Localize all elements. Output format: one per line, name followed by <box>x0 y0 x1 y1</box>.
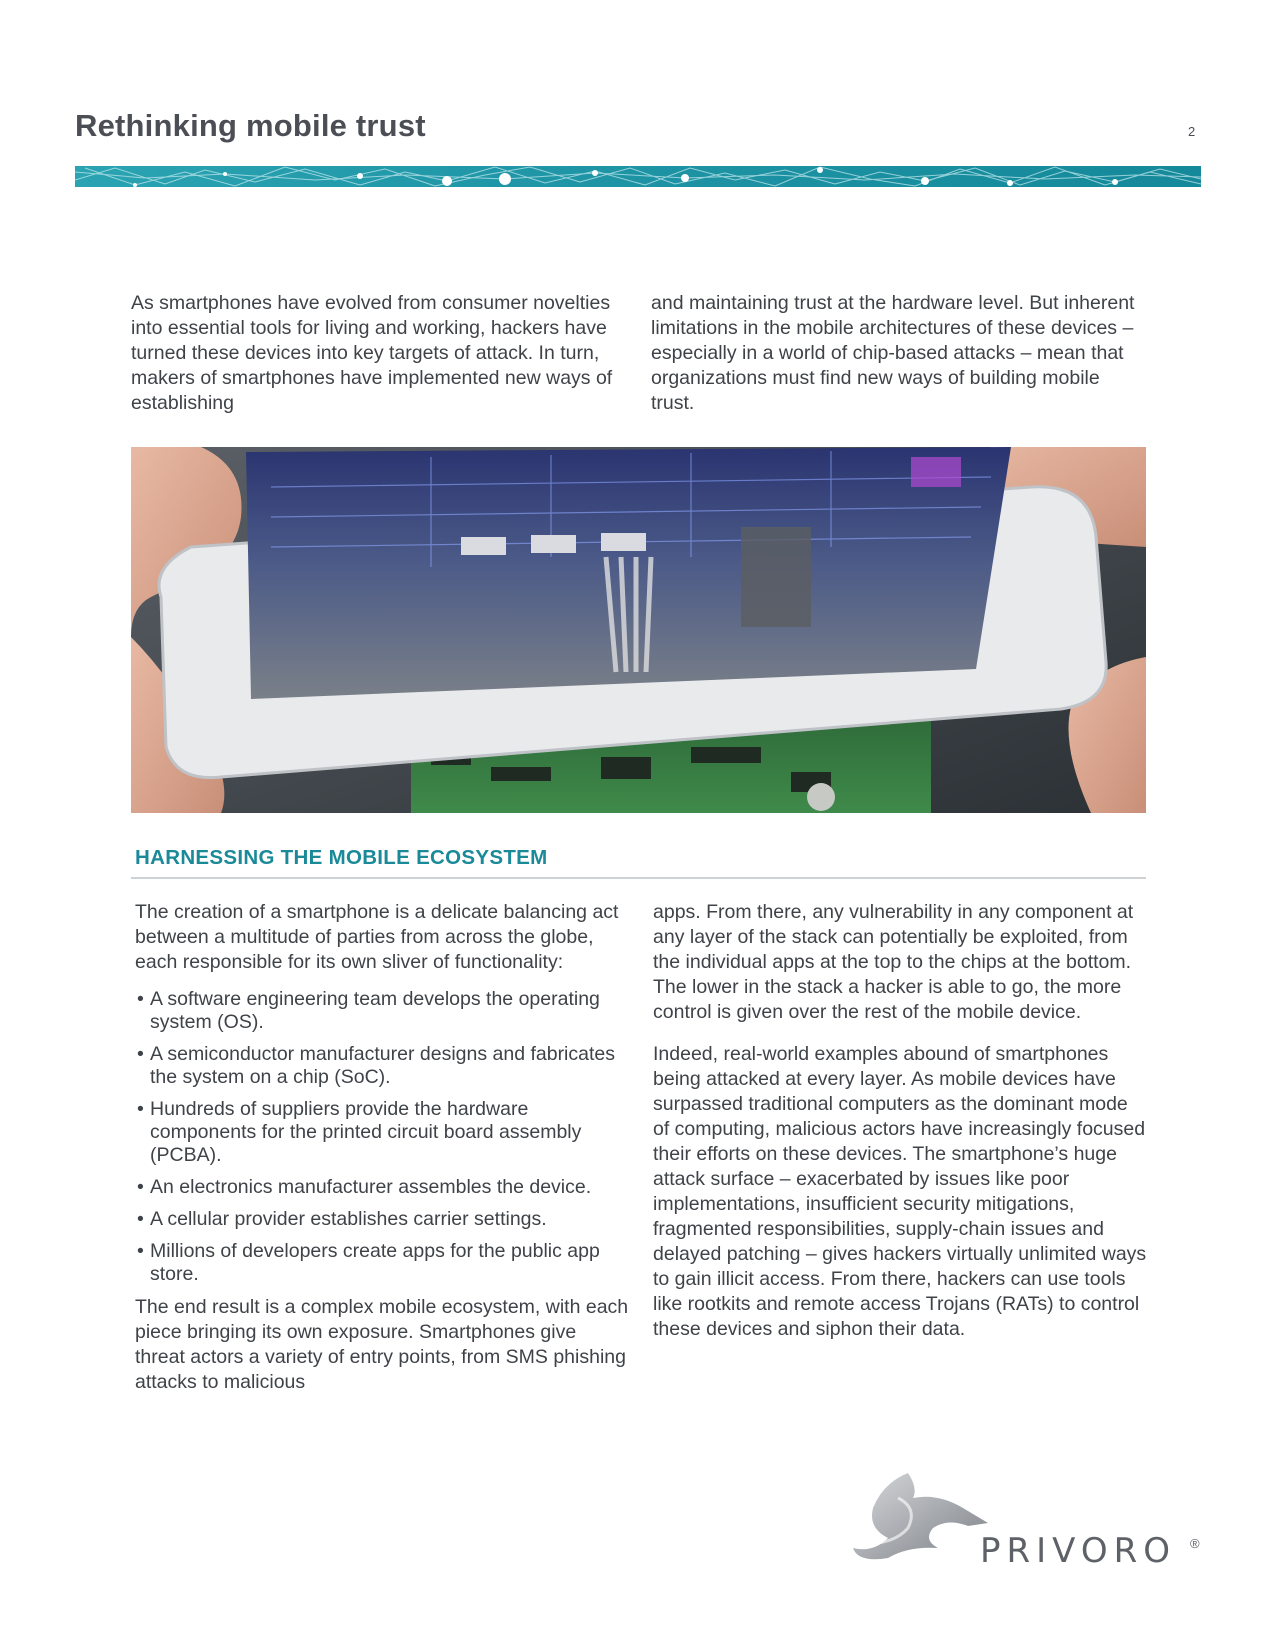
page-number: 2 <box>1188 124 1196 139</box>
list-item: • An electronics manufacturer assembles the device. <box>135 1176 630 1199</box>
list-item: • Millions of developers create apps for the public app store. <box>135 1240 630 1286</box>
registered-mark: ® <box>1190 1536 1200 1551</box>
ecosystem-intro-paragraph: The creation of a smartphone is a delicate balancing act between a multitude of parties from across the globe, each responsible for its own sliver of functionality: <box>135 901 619 973</box>
section-heading: HARNESSING THE MOBILE ECOSYSTEM <box>135 846 548 869</box>
vulnerability-paragraph: apps. From there, any vulnerability in any component at any layer of the stack can potentially be exploited, from the individual apps at the top to the chips at the bottom. The lower in the stack a hacker is able to go, the more control is given over the rest of the mobile device. <box>653 901 1134 1023</box>
left-column <box>135 900 630 1395</box>
privoro-wordmark: PRIVORO <box>980 1531 1176 1571</box>
page-title: Rethinking mobile trust <box>75 108 426 143</box>
list-item: • Hundreds of suppliers provide the hardware components for the printed circuit board assembly (PCBA). <box>135 1098 630 1167</box>
intro-paragraph-right: and maintaining trust at the hardware level. But inherent limitations in the mobile architectures of these devices – especially in a world of chip-based attacks – mean that organizations must find new ways of building mobile trust. <box>651 292 1135 414</box>
right-column <box>653 900 1148 1342</box>
section-divider <box>131 877 1146 879</box>
ecosystem-parties-list <box>135 988 630 1286</box>
hero-image-phone-circuit-board <box>131 447 1146 813</box>
ecosystem-outro-paragraph: The end result is a complex mobile ecosystem, with each piece bringing its own exposure. Smartphones give threat actors a variety of entry points, from SMS phishing attacks to malicious <box>135 1296 629 1393</box>
network-banner <box>75 166 1201 187</box>
list-item: • A cellular provider establishes carrier settings. <box>135 1208 630 1231</box>
attacks-paragraph: Indeed, real-world examples abound of smartphones being attacked at every layer. As mobile devices have surpassed traditional computers as the dominant mode of computing, malicious actors have increasingly focused their efforts on these devices. The smartphone’s huge attack surface – exacerbated by issues like poor implementations, insufficient security mitigations, fragmented responsibilities, supply-chain issues and delayed patching – gives hackers virtually unlimited ways to gain illicit access. From there, hackers can use tools like rootkits and remote access Trojans (RATs) to control these devices and siphon their data. <box>653 1043 1147 1340</box>
list-item: • A semiconductor manufacturer designs and fabricates the system on a chip (SoC). <box>135 1043 630 1089</box>
list-item: • A software engineering team develops the operating system (OS). <box>135 988 630 1034</box>
intro-paragraph-left: As smartphones have evolved from consumer novelties into essential tools for living and working, hackers have turned these devices into key targets of attack. In turn, makers of smartphones have implemented new ways of establishing <box>131 292 613 414</box>
